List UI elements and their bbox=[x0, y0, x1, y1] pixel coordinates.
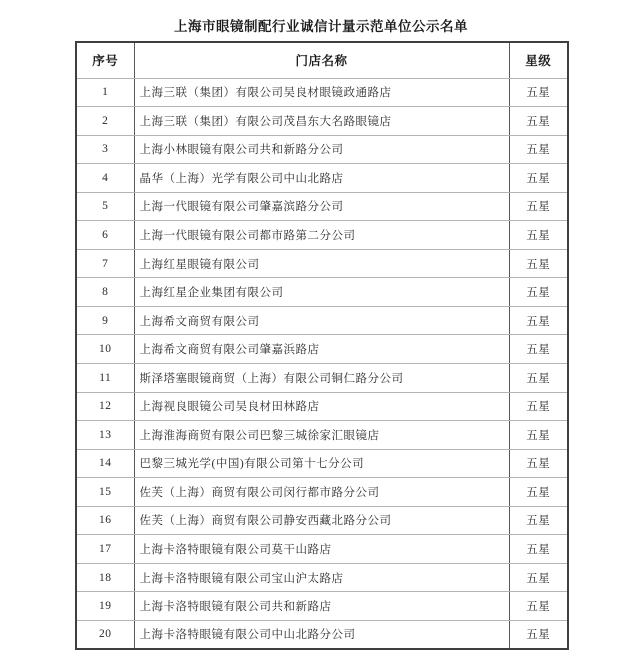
row-number: 2 bbox=[76, 107, 134, 136]
row-number: 12 bbox=[76, 392, 134, 421]
row-number: 14 bbox=[76, 449, 134, 478]
row-number: 4 bbox=[76, 164, 134, 193]
row-number: 20 bbox=[76, 620, 134, 649]
table-row bbox=[76, 164, 568, 193]
star-rating: 五星 bbox=[509, 249, 568, 278]
table-row bbox=[76, 335, 568, 364]
store-name: 上海一代眼镜有限公司肇嘉滨路分公司 bbox=[134, 192, 509, 221]
star-rating: 五星 bbox=[509, 306, 568, 335]
star-rating: 五星 bbox=[509, 78, 568, 107]
row-number: 19 bbox=[76, 592, 134, 621]
row-number: 5 bbox=[76, 192, 134, 221]
table-row bbox=[76, 78, 568, 107]
store-name: 巴黎三城光学(中国)有限公司第十七分公司 bbox=[134, 449, 509, 478]
row-number: 16 bbox=[76, 506, 134, 535]
store-name: 上海希文商贸有限公司 bbox=[134, 306, 509, 335]
row-number: 7 bbox=[76, 249, 134, 278]
star-rating: 五星 bbox=[509, 392, 568, 421]
row-number: 10 bbox=[76, 335, 134, 364]
column-header-star: 星级 bbox=[509, 42, 568, 78]
table-row bbox=[76, 449, 568, 478]
table-row bbox=[76, 620, 568, 649]
units-table bbox=[75, 41, 569, 650]
star-rating: 五星 bbox=[509, 107, 568, 136]
table-row bbox=[76, 221, 568, 250]
star-rating: 五星 bbox=[509, 192, 568, 221]
star-rating: 五星 bbox=[509, 135, 568, 164]
row-number: 13 bbox=[76, 421, 134, 450]
row-number: 15 bbox=[76, 478, 134, 507]
store-name: 佐芙（上海）商贸有限公司闵行都市路分公司 bbox=[134, 478, 509, 507]
table-row bbox=[76, 535, 568, 564]
row-number: 6 bbox=[76, 221, 134, 250]
star-rating: 五星 bbox=[509, 449, 568, 478]
star-rating: 五星 bbox=[509, 278, 568, 307]
table-row bbox=[76, 192, 568, 221]
store-name: 上海希文商贸有限公司肇嘉浜路店 bbox=[134, 335, 509, 364]
table-row bbox=[76, 421, 568, 450]
store-name: 上海红星眼镜有限公司 bbox=[134, 249, 509, 278]
table-row bbox=[76, 506, 568, 535]
table-header-row bbox=[76, 42, 568, 78]
row-number: 18 bbox=[76, 563, 134, 592]
table-row bbox=[76, 392, 568, 421]
table-row bbox=[76, 563, 568, 592]
store-name: 上海小林眼镜有限公司共和新路分公司 bbox=[134, 135, 509, 164]
row-number: 3 bbox=[76, 135, 134, 164]
column-header-no: 序号 bbox=[76, 42, 134, 78]
store-name: 上海卡洛特眼镜有限公司共和新路店 bbox=[134, 592, 509, 621]
star-rating: 五星 bbox=[509, 335, 568, 364]
store-name: 晶华（上海）光学有限公司中山北路店 bbox=[134, 164, 509, 193]
store-name: 上海三联（集团）有限公司吴良材眼镜政通路店 bbox=[134, 78, 509, 107]
store-name: 上海红星企业集团有限公司 bbox=[134, 278, 509, 307]
star-rating: 五星 bbox=[509, 620, 568, 649]
table-row bbox=[76, 278, 568, 307]
row-number: 8 bbox=[76, 278, 134, 307]
star-rating: 五星 bbox=[509, 563, 568, 592]
store-name: 上海视良眼镜公司吴良材田林路店 bbox=[134, 392, 509, 421]
table-row bbox=[76, 478, 568, 507]
star-rating: 五星 bbox=[509, 478, 568, 507]
store-name: 上海卡洛特眼镜有限公司中山北路分公司 bbox=[134, 620, 509, 649]
table-row bbox=[76, 107, 568, 136]
star-rating: 五星 bbox=[509, 164, 568, 193]
store-name: 上海一代眼镜有限公司都市路第二分公司 bbox=[134, 221, 509, 250]
row-number: 1 bbox=[76, 78, 134, 107]
row-number: 11 bbox=[76, 363, 134, 392]
star-rating: 五星 bbox=[509, 592, 568, 621]
row-number: 17 bbox=[76, 535, 134, 564]
star-rating: 五星 bbox=[509, 421, 568, 450]
table-row bbox=[76, 135, 568, 164]
row-number: 9 bbox=[76, 306, 134, 335]
store-name: 上海卡洛特眼镜有限公司宝山沪太路店 bbox=[134, 563, 509, 592]
page-title: 上海市眼镜制配行业诚信计量示范单位公示名单 bbox=[174, 19, 468, 34]
store-name: 上海三联（集团）有限公司茂昌东大名路眼镜店 bbox=[134, 107, 509, 136]
table-row bbox=[76, 592, 568, 621]
star-rating: 五星 bbox=[509, 506, 568, 535]
table-row bbox=[76, 306, 568, 335]
table-row bbox=[76, 363, 568, 392]
store-name: 斯泽塔塞眼镜商贸（上海）有限公司铜仁路分公司 bbox=[134, 363, 509, 392]
star-rating: 五星 bbox=[509, 535, 568, 564]
star-rating: 五星 bbox=[509, 221, 568, 250]
store-name: 佐芙（上海）商贸有限公司静安西藏北路分公司 bbox=[134, 506, 509, 535]
store-name: 上海淮海商贸有限公司巴黎三城徐家汇眼镜店 bbox=[134, 421, 509, 450]
star-rating: 五星 bbox=[509, 363, 568, 392]
store-name: 上海卡洛特眼镜有限公司莫干山路店 bbox=[134, 535, 509, 564]
column-header-name: 门店名称 bbox=[134, 42, 509, 78]
table-body bbox=[76, 78, 568, 649]
table-row bbox=[76, 249, 568, 278]
